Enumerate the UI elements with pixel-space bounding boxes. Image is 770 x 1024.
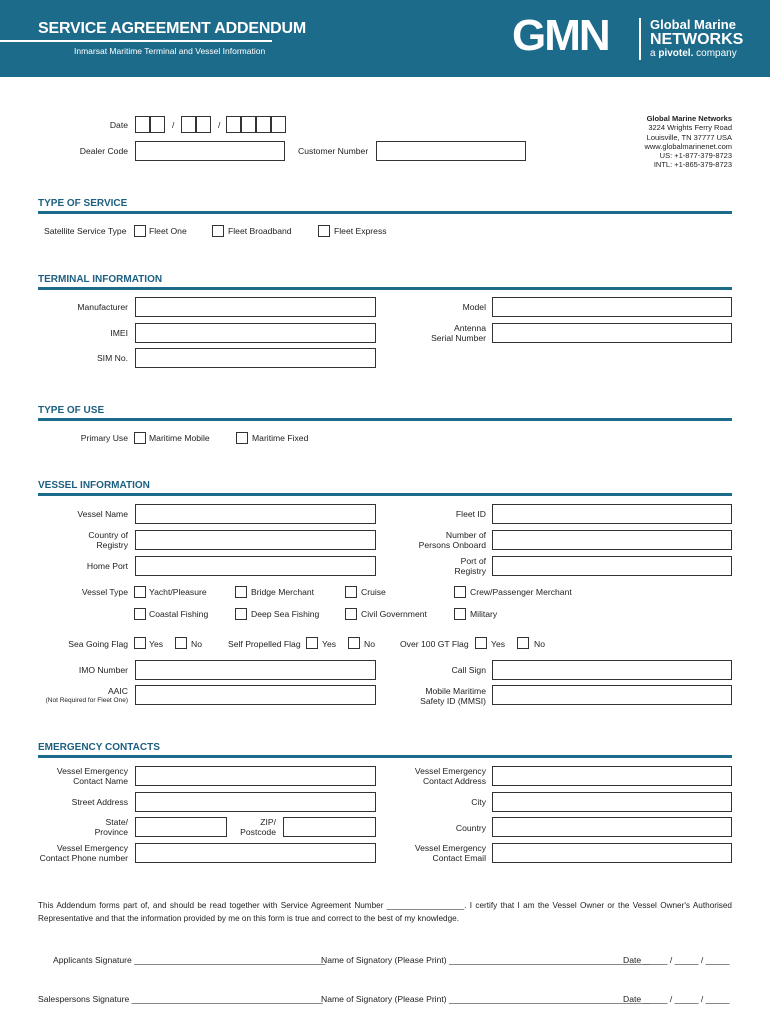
antenna-serial-field[interactable]: [492, 323, 732, 343]
option-deep-sea-fishing: Deep Sea Fishing: [251, 609, 320, 619]
contact-name-line-1: Vessel Emergency: [56, 766, 128, 776]
country-label-line-2: Registry: [96, 540, 128, 550]
persons-onboard-field[interactable]: [492, 530, 732, 550]
address-us-phone: US: +1-877-379-8723: [659, 151, 732, 161]
address-intl-phone: INTL: +1-865-379-8723: [653, 160, 732, 170]
date-year-digit-1[interactable]: [226, 116, 241, 133]
sea-going-yes-label: Yes: [149, 639, 164, 649]
checkbox-fleet-one[interactable]: [134, 225, 146, 237]
city-field[interactable]: [492, 792, 732, 812]
model-label: Model: [462, 302, 486, 312]
antenna-serial-label: [396, 323, 486, 343]
company-address: [644, 114, 732, 170]
sim-field[interactable]: [135, 348, 376, 368]
checkbox-bridge-merchant[interactable]: [235, 586, 247, 598]
date-day-digit-2[interactable]: [150, 116, 165, 133]
contact-name-label: [30, 766, 128, 786]
country-label: Country: [455, 823, 486, 833]
port-registry-field[interactable]: [492, 556, 732, 576]
port-label-line-2: Registry: [454, 566, 486, 576]
antenna-label-line-2: Serial Number: [431, 333, 486, 343]
salesperson-signature-line[interactable]: Salespersons Signature ________________________________________: [38, 994, 323, 1004]
over-100gt-label: Over 100 GT Flag: [400, 639, 469, 649]
contact-phone-line-2: Contact Phone number: [39, 853, 128, 863]
sea-going-no-label: No: [191, 639, 202, 649]
type-of-use-heading: TYPE OF USE: [38, 405, 105, 416]
address-city: Louisville, TN 37777 USA: [646, 132, 732, 142]
checkbox-self-propelled-yes[interactable]: [306, 637, 318, 649]
aaic-text: AAIC: [107, 686, 128, 696]
checkbox-fleet-broadband[interactable]: [212, 225, 224, 237]
option-coastal-fishing: Coastal Fishing: [149, 609, 209, 619]
logo-line-3: [650, 48, 737, 59]
emergency-contacts-heading: EMERGENCY CONTACTS: [38, 742, 160, 753]
date-separator-2: /: [218, 120, 221, 130]
zip-line-1: ZIP/: [260, 817, 276, 827]
option-yacht-pleasure: Yacht/Pleasure: [149, 587, 207, 597]
contact-phone-line-1: Vessel Emergency: [56, 843, 128, 853]
signatory-name-line-1[interactable]: Name of Signatory (Please Print) __________________________________________: [321, 955, 650, 965]
street-address-label: Street Address: [71, 797, 128, 807]
form-title: SERVICE AGREEMENT ADDENDUM: [38, 20, 307, 37]
zip-label: [228, 817, 276, 837]
contact-phone-field[interactable]: [135, 843, 376, 863]
option-civil-government: Civil Government: [361, 609, 427, 619]
checkbox-military[interactable]: [454, 608, 466, 620]
mmsi-label: [396, 686, 486, 706]
date-month-digit-1[interactable]: [181, 116, 196, 133]
contact-address-line-2: Contact Address: [422, 776, 486, 786]
imo-label: IMO Number: [78, 665, 128, 675]
checkbox-sea-going-no[interactable]: [175, 637, 187, 649]
sim-label: SIM No.: [96, 353, 128, 363]
aaic-note: (Not Required for Fleet One): [45, 697, 128, 704]
vessel-name-label: Vessel Name: [77, 509, 128, 519]
checkbox-deep-sea-fishing[interactable]: [235, 608, 247, 620]
checkbox-fleet-express[interactable]: [318, 225, 330, 237]
option-crew-passenger: Crew/Passenger Merchant: [470, 587, 572, 597]
contact-phone-label: [20, 843, 128, 863]
mmsi-label-line-2: Safety ID (MMSI): [420, 696, 486, 706]
date-line-1[interactable]: Date _____ / _____ / _____: [623, 955, 730, 965]
date-label: Date: [109, 120, 128, 130]
date-year-digit-4[interactable]: [271, 116, 286, 133]
over-100gt-yes-label: Yes: [491, 639, 506, 649]
contact-email-line-1: Vessel Emergency: [414, 843, 486, 853]
section-divider: [38, 287, 732, 290]
aaic-label: [30, 686, 128, 706]
persons-onboard-label: [396, 530, 486, 550]
checkbox-self-propelled-no[interactable]: [348, 637, 360, 649]
option-fleet-express: Fleet Express: [334, 226, 387, 236]
manufacturer-field[interactable]: [135, 297, 376, 317]
contact-name-field[interactable]: [135, 766, 376, 786]
option-bridge-merchant: Bridge Merchant: [251, 587, 315, 597]
option-maritime-fixed: Maritime Fixed: [252, 433, 309, 443]
over-100gt-no-label: No: [534, 639, 545, 649]
date-month-digit-2[interactable]: [196, 116, 211, 133]
option-fleet-one: Fleet One: [149, 226, 187, 236]
checkbox-over-100gt-no[interactable]: [517, 637, 529, 649]
antenna-label-line-1: Antenna: [453, 323, 486, 333]
section-divider: [38, 418, 732, 421]
contact-email-line-2: Contact Email: [432, 853, 486, 863]
option-maritime-mobile: Maritime Mobile: [149, 433, 210, 443]
self-propelled-label: Self Propelled Flag: [228, 639, 301, 649]
fleet-id-label: Fleet ID: [455, 509, 486, 519]
port-label-line-1: Port of: [460, 556, 486, 566]
date-day-digit-1[interactable]: [135, 116, 150, 133]
aaic-field[interactable]: [135, 685, 376, 705]
country-field[interactable]: [492, 817, 732, 837]
section-divider: [38, 211, 732, 214]
option-cruise: Cruise: [361, 587, 386, 597]
call-sign-label: Call Sign: [451, 665, 486, 675]
manufacturer-label: Manufacturer: [77, 302, 128, 312]
address-street: 3224 Wrights Ferry Road: [648, 123, 732, 133]
country-label-line-1: Country of: [88, 530, 128, 540]
option-fleet-broadband: Fleet Broadband: [228, 226, 292, 236]
signatory-name-line-2[interactable]: Name of Signatory (Please Print) __________________________________________: [321, 994, 650, 1004]
mmsi-field[interactable]: [492, 685, 732, 705]
dealer-code-field[interactable]: [135, 141, 285, 161]
street-address-field[interactable]: [135, 792, 376, 812]
fleet-id-field[interactable]: [492, 504, 732, 524]
applicant-signature-line[interactable]: Applicants Signature ________________________________________: [53, 955, 326, 965]
home-port-label: Home Port: [86, 561, 128, 571]
state-field[interactable]: [135, 817, 227, 837]
logo-suffix: company: [696, 48, 737, 59]
country-registry-label: [38, 530, 128, 550]
contact-address-line-1: Vessel Emergency: [414, 766, 486, 776]
contact-address-field[interactable]: [492, 766, 732, 786]
service-type-label: Satellite Service Type: [44, 226, 127, 236]
logo-brand: pivotel.: [658, 48, 694, 59]
date-year-digit-2[interactable]: [241, 116, 256, 133]
vessel-type-label: Vessel Type: [81, 587, 128, 597]
sea-going-label: Sea Going Flag: [68, 639, 128, 649]
gmn-logo: GMN: [512, 11, 609, 60]
imei-label: IMEI: [110, 328, 128, 338]
contact-email-label: [388, 843, 486, 863]
section-divider: [38, 493, 732, 496]
customer-number-field[interactable]: [376, 141, 526, 161]
date-separator-1: /: [172, 120, 175, 130]
zip-field[interactable]: [283, 817, 376, 837]
contact-address-label: [388, 766, 486, 786]
contact-name-line-2: Contact Name: [73, 776, 128, 786]
persons-label-line-1: Number of: [445, 530, 486, 540]
checkbox-yacht-pleasure[interactable]: [134, 586, 146, 598]
address-web: www.globalmarinenet.com: [644, 141, 732, 151]
header-banner: [0, 0, 770, 77]
self-propelled-yes-label: Yes: [322, 639, 337, 649]
imo-field[interactable]: [135, 660, 376, 680]
state-line-1: State/: [105, 817, 128, 827]
vessel-info-heading: VESSEL INFORMATION: [38, 480, 150, 491]
logo-divider: [639, 18, 641, 60]
zip-line-2: Postcode: [240, 827, 276, 837]
checkbox-sea-going-yes[interactable]: [134, 637, 146, 649]
date-line-2[interactable]: Date _____ / _____ / _____: [623, 994, 730, 1004]
dealer-code-label: Dealer Code: [79, 146, 128, 156]
home-port-field[interactable]: [135, 556, 376, 576]
primary-use-label: Primary Use: [80, 433, 128, 443]
self-propelled-no-label: No: [364, 639, 375, 649]
state-line-2: Province: [94, 827, 128, 837]
country-registry-field[interactable]: [135, 530, 376, 550]
checkbox-coastal-fishing[interactable]: [134, 608, 146, 620]
logo-line-1: Global Marine: [650, 17, 736, 32]
contact-email-field[interactable]: [492, 843, 732, 863]
checkbox-cruise[interactable]: [345, 586, 357, 598]
customer-number-label: Customer Number: [298, 146, 369, 156]
address-company: Global Marine Networks: [646, 114, 732, 123]
type-of-service-heading: TYPE OF SERVICE: [38, 198, 128, 209]
model-field[interactable]: [492, 297, 732, 317]
certification-paragraph: This Addendum forms part of, and should be read together with Service Agreement Number _________________. I certify that I am the Vessel Owner or the Vessel Owner's Authorised Representative and that the information provided by me on this form is true and correct to the best of my knowledge.: [38, 901, 732, 923]
vessel-name-field[interactable]: [135, 504, 376, 524]
port-registry-label: [396, 556, 486, 576]
checkbox-over-100gt-yes[interactable]: [475, 637, 487, 649]
checkbox-civil-government[interactable]: [345, 608, 357, 620]
call-sign-field[interactable]: [492, 660, 732, 680]
mmsi-label-line-1: Mobile Maritime: [425, 686, 486, 696]
logo-prefix: a: [650, 48, 656, 59]
checkbox-crew-passenger[interactable]: [454, 586, 466, 598]
checkbox-maritime-fixed[interactable]: [236, 432, 248, 444]
option-military: Military: [470, 609, 498, 619]
date-year-digit-3[interactable]: [256, 116, 271, 133]
title-underline: [0, 40, 272, 42]
form-subtitle: Inmarsat Maritime Terminal and Vessel Information: [74, 46, 266, 56]
terminal-info-heading: TERMINAL INFORMATION: [38, 274, 163, 285]
imei-field[interactable]: [135, 323, 376, 343]
city-label: City: [471, 797, 486, 807]
persons-label-line-2: Persons Onboard: [418, 540, 486, 550]
checkbox-maritime-mobile[interactable]: [134, 432, 146, 444]
section-divider: [38, 755, 732, 758]
state-label: [30, 817, 128, 837]
logo-line-2: NETWORKS: [650, 31, 744, 48]
